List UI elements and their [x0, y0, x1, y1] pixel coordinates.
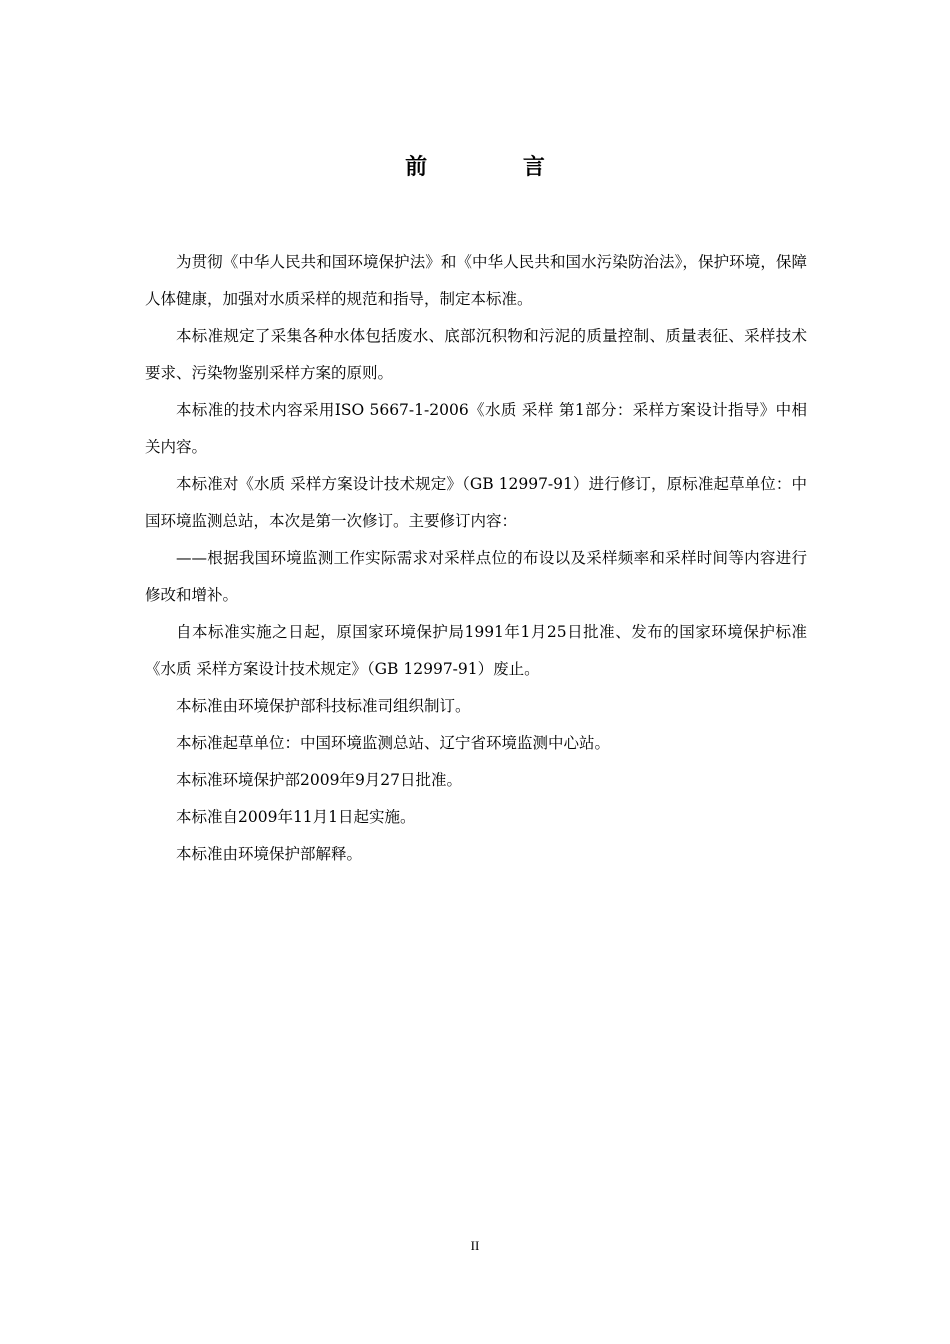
- paragraph-revision: 本标准对《水质 采样方案设计技术规定》（GB 12997-91）进行修订，原标准起草单位：中国环境监测总站，本次是第一次修订。主要修订内容：: [145, 475, 807, 530]
- paragraph-approval: 本标准环境保护部2009年9月27日批准。: [176, 771, 463, 789]
- paragraph-scope: 本标准规定了采集各种水体包括废水、底部沉积物和污泥的质量控制、质量表征、采样技术要求、污染物鉴别采样方案的原则。: [145, 327, 807, 382]
- paragraph-technical-content: 本标准的技术内容采用ISO 5667-1-2006《水质 采样 第1部分：采样方案设计指导》中相关内容。: [145, 401, 807, 456]
- paragraph-organizer: 本标准由环境保护部科技标准司组织制订。: [176, 697, 471, 715]
- page-title: 前 言: [405, 154, 589, 180]
- paragraph-effective-date: 本标准自2009年11月1日起实施。: [176, 808, 416, 826]
- page-number: II: [470, 1238, 480, 1253]
- paragraph-revision-item: ——根据我国环境监测工作实际需求对采样点位的布设以及采样频率和采样时间等内容进行修改和增补。: [145, 549, 807, 604]
- paragraph-interpretation: 本标准由环境保护部解释。: [176, 845, 363, 863]
- paragraph-purpose: 为贯彻《中华人民共和国环境保护法》和《中华人民共和国水污染防治法》，保护环境，保障人体健康，加强对水质采样的规范和指导，制定本标准。: [145, 253, 807, 308]
- paragraph-abolition: 自本标准实施之日起，原国家环境保护局1991年1月25日批准、发布的国家环境保护标准《水质 采样方案设计技术规定》（GB 12997-91）废止。: [145, 623, 807, 678]
- document-body: [145, 244, 807, 873]
- paragraph-drafters: 本标准起草单位：中国环境监测总站、辽宁省环境监测中心站。: [176, 734, 611, 752]
